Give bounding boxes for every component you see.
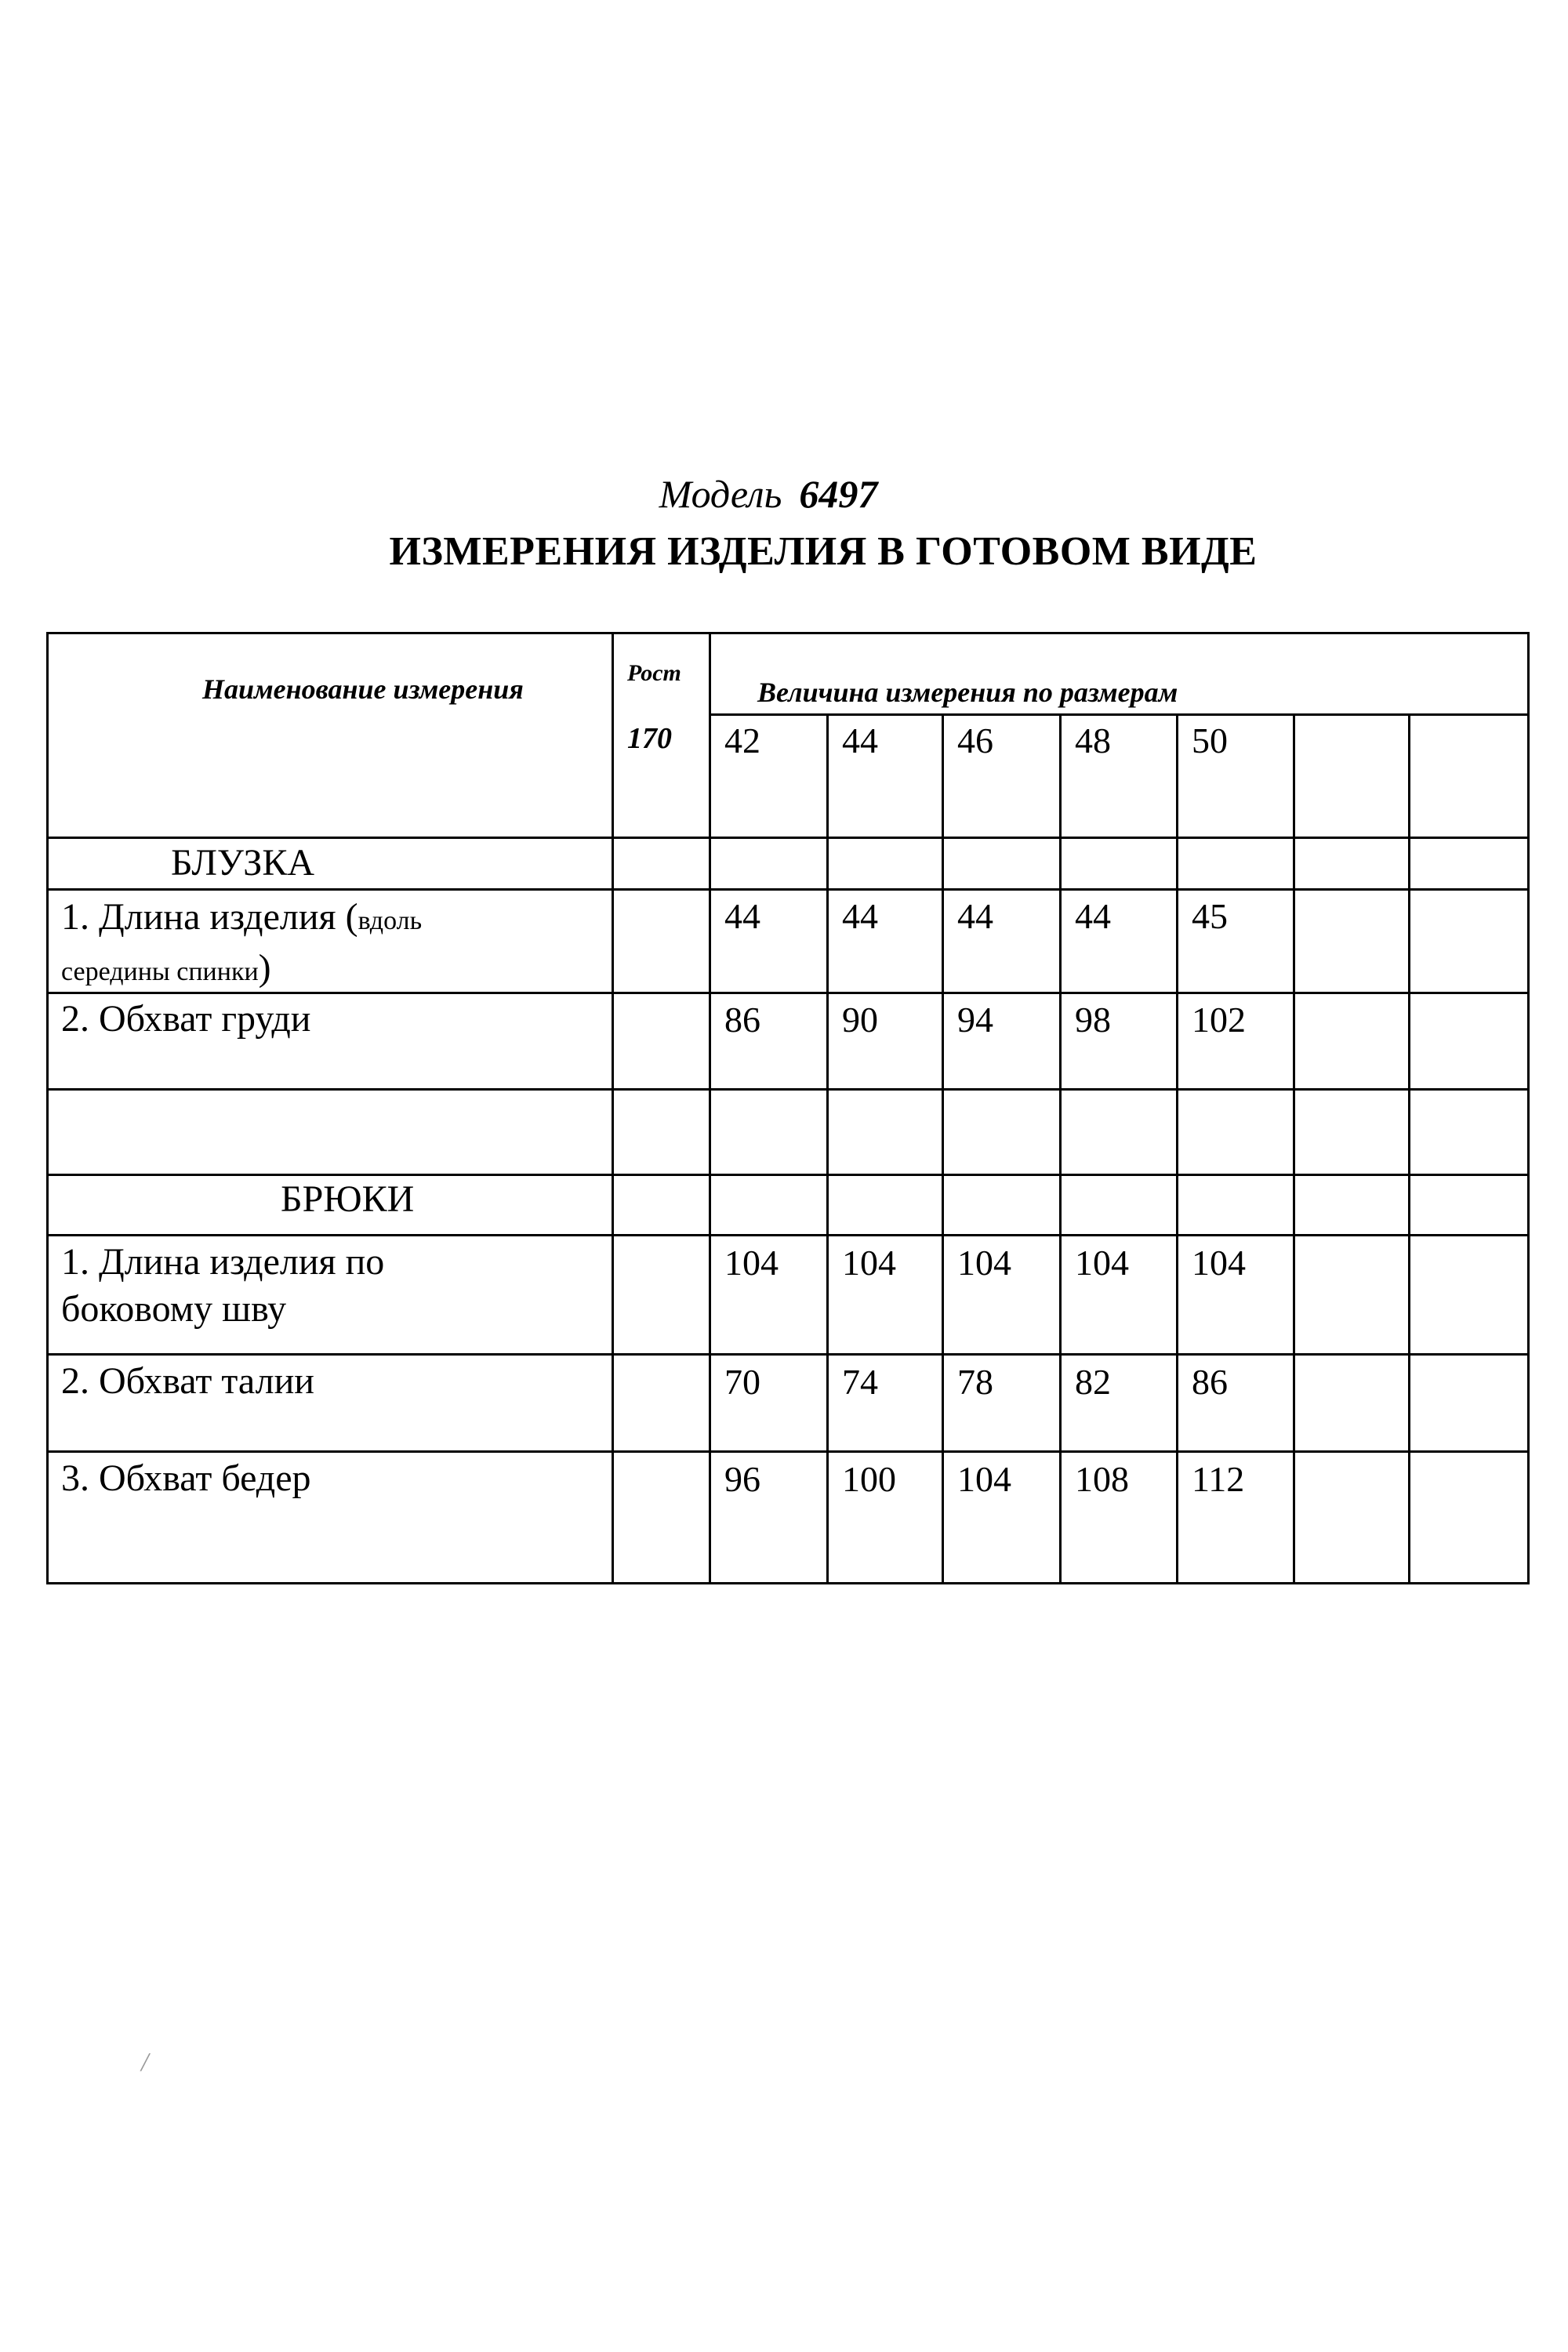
table-cell: 104: [842, 1243, 896, 1283]
table-cell: 74: [842, 1362, 878, 1402]
table-line: [46, 1353, 1530, 1356]
table-cell: 104: [957, 1459, 1011, 1499]
trousers-hips-label: 3. Обхват бедер: [61, 1457, 311, 1499]
column-header-height: Рост: [627, 660, 681, 686]
model-label: Модель: [659, 472, 782, 516]
size-50: 50: [1192, 720, 1228, 760]
table-cell: 70: [724, 1362, 760, 1402]
table-line: [46, 837, 1530, 839]
table-line: [942, 713, 944, 1584]
section-trousers: БРЮКИ: [281, 1178, 415, 1220]
table-cell: 96: [724, 1459, 760, 1499]
table-line-sizes-top: [710, 713, 1530, 716]
table-line: [1176, 713, 1178, 1584]
table-cell: 44: [1075, 896, 1111, 936]
table-cell: 102: [1192, 1000, 1246, 1040]
table-line: [46, 1450, 1530, 1453]
table-cell: 104: [724, 1243, 779, 1283]
table-line: [1293, 713, 1295, 1584]
size-48: 48: [1075, 720, 1111, 760]
table-cell: 44: [724, 896, 760, 936]
trousers-waist-label: 2. Обхват талии: [61, 1360, 314, 1402]
table-border-bottom: [46, 1582, 1530, 1584]
table-cell: 90: [842, 1000, 878, 1040]
table-border-top: [46, 632, 1530, 634]
height-value: 170: [627, 722, 672, 755]
size-42: 42: [724, 720, 760, 760]
table-line: [46, 888, 1530, 891]
table-cell: 100: [842, 1459, 896, 1499]
size-44: 44: [842, 720, 878, 760]
table-cell: 104: [1192, 1243, 1246, 1283]
table-line: [46, 1174, 1530, 1176]
table-cell: 94: [957, 1000, 993, 1040]
table-cell: 104: [1075, 1243, 1129, 1283]
trousers-length-label: 1. Длина изделия по боковому шву: [61, 1241, 385, 1330]
table-cell: 78: [957, 1362, 993, 1402]
table-border-right: [1527, 632, 1530, 1584]
table-border-left: [46, 632, 49, 1584]
table-line: [826, 713, 829, 1584]
table-cell: 104: [957, 1243, 1011, 1283]
stray-mark: /: [141, 2048, 149, 2077]
model-line: [0, 470, 1537, 517]
table-cell: 112: [1192, 1459, 1245, 1499]
table-cell: 86: [1192, 1362, 1228, 1402]
table-cell: 86: [724, 1000, 760, 1040]
model-number: 6497: [799, 472, 878, 516]
blouse-length-label: 1. Длина изделия (вдоль середины спинки): [61, 896, 423, 989]
table-cell: 82: [1075, 1362, 1111, 1402]
table-cell: 44: [957, 896, 993, 936]
table-line: [46, 1088, 1530, 1091]
table-line: [46, 1234, 1530, 1236]
table-line: [612, 632, 614, 1584]
blouse-chest-label: 2. Обхват груди: [61, 998, 311, 1040]
column-header-name: Наименование измерения: [202, 673, 524, 705]
size-46: 46: [957, 720, 993, 760]
table-cell: 45: [1192, 896, 1228, 936]
table-cell: 108: [1075, 1459, 1129, 1499]
table-cell: 98: [1075, 1000, 1111, 1040]
column-header-sizes: Величина измерения по размерам: [757, 677, 1178, 708]
table-cell: 44: [842, 896, 878, 936]
table-line: [1059, 713, 1062, 1584]
document-title: ИЗМЕРЕНИЯ ИЗДЕЛИЯ В ГОТОВОМ ВИДЕ: [389, 529, 1258, 574]
table-line: [709, 632, 711, 1584]
table-line: [1408, 713, 1410, 1584]
section-blouse: БЛУЗКА: [171, 842, 314, 884]
